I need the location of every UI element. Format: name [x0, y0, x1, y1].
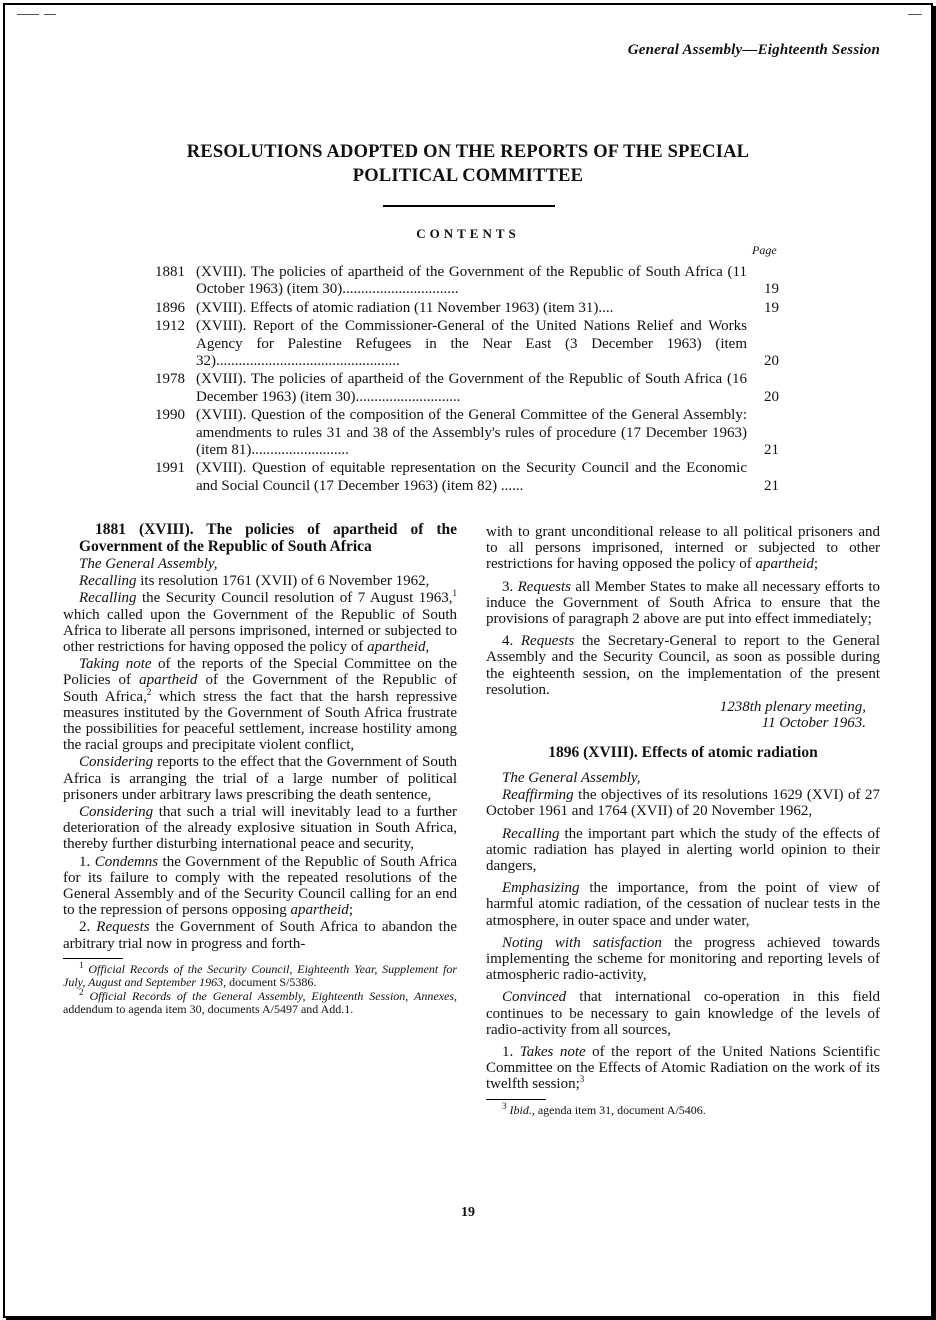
- italic-lead: Convinced: [502, 989, 567, 1006]
- italic-lead: Condemns: [94, 853, 159, 870]
- footnote-number: 1: [79, 959, 84, 970]
- toc-number: 1990: [155, 407, 185, 424]
- italic-term: apartheid: [139, 672, 198, 689]
- toc-text: (XVIII). The policies of apartheid of the Government of the Republic of South Africa (11 October 1963) (item 30)...............................: [196, 264, 747, 298]
- title-rule: [383, 205, 555, 207]
- paragraph-text: that such a trial will inevitably lead to a further deterioration of the already explosive situation in South Africa, thereby further disturbing international peace and security,: [63, 804, 457, 853]
- operative-paragraph: [486, 1044, 880, 1093]
- italic-lead: Considering: [79, 804, 154, 821]
- toc-entry: [155, 371, 783, 406]
- left-column: [63, 522, 457, 1017]
- paragraph-text: the Government of South Africa to abandon the arbitrary trial now in progress and forth-: [63, 919, 457, 952]
- general-assembly-line: The General Assembly,: [79, 556, 218, 572]
- paragraph-text: its resolution 1761 (XVII) of 6 November 1962,: [136, 573, 430, 590]
- paragraph-number: 2.: [79, 919, 97, 936]
- italic-lead: Noting with satisfaction: [502, 934, 662, 951]
- italic-lead: Reaffirming: [502, 787, 574, 804]
- operative-paragraph: [486, 579, 880, 628]
- footnote-text: addendum to agenda item 30, documents A/5497 and Add.1.: [63, 1001, 354, 1016]
- italic-lead: Requests: [96, 919, 150, 936]
- paragraph-text: which called upon the Government of the Republic of South Africa to liberate all persons imprisoned, interned or subjected to other restrictions for having opposed the policy of: [63, 606, 457, 656]
- footnote-source: Official Records of the Security Council, Eighteenth Year, Supplement for July, August and September 1963,: [63, 961, 457, 989]
- italic-lead: Taking note: [79, 656, 152, 673]
- paragraph: [486, 787, 880, 819]
- page-title: [0, 140, 936, 188]
- toc-page: 21: [764, 442, 779, 459]
- paragraph-text: of the report of the United Nations Scientific Committee on the Effects of Atomic Radiation on the work of its twelfth session;: [486, 1043, 880, 1093]
- footnote-source: Ibid.,: [509, 1102, 535, 1117]
- page-number: 19: [461, 1205, 475, 1220]
- footnote-text: agenda item 31, document A/5406.: [534, 1102, 706, 1117]
- resolution-heading: 1896 (XVIII). Effects of atomic radiation: [548, 744, 818, 762]
- paragraph: [63, 754, 457, 803]
- contents-heading: CONTENTS: [416, 226, 520, 241]
- toc-page: 20: [764, 388, 779, 405]
- title-line-1: RESOLUTIONS ADOPTED ON THE REPORTS OF THE SPECIAL: [186, 142, 750, 162]
- paragraph: [63, 573, 457, 589]
- scan-mark: [44, 14, 56, 15]
- footnote-ref: 1: [452, 588, 457, 599]
- operative-paragraph: [63, 919, 457, 951]
- toc-entry: [155, 460, 783, 495]
- paragraph-text: of the reports of the Special Committee on the Policies of: [63, 656, 457, 689]
- paragraph-text: all Member States to make all necessary efforts to induce the Government of South Africa to ensure that the provisions of paragraph 2 above are put into effect immediately;: [486, 578, 880, 628]
- meeting-line-1: 1238th plenary meeting,: [719, 699, 866, 716]
- toc-text: (XVIII). The policies of apartheid of the Government of the Republic of South Africa (16 December 1963) (item 30)............................: [196, 371, 747, 405]
- page-column-label: Page: [752, 243, 777, 257]
- italic-lead: Recalling: [79, 573, 137, 590]
- toc-page: 21: [764, 477, 779, 494]
- paragraph-text: that international co-operation in this field continues to be necessary to gain knowledge of the levels of radio-activity from all sources,: [486, 989, 880, 1038]
- running-head: General Assembly—Eighteenth Session: [627, 42, 880, 58]
- paragraph-text: of the Government of the Republic of South Africa,: [63, 672, 457, 705]
- paragraph-text: with to grant unconditional release to all political prisoners and to all persons imprisoned, interned or subjected to other restrictions for having opposed the policy of: [486, 524, 880, 573]
- toc-page: 19: [764, 299, 779, 316]
- italic-lead: Takes note: [519, 1043, 586, 1060]
- toc-page: 20: [764, 353, 779, 370]
- italic-lead: Emphasizing: [502, 880, 580, 897]
- operative-paragraph: [486, 633, 880, 698]
- toc-number: 1912: [155, 318, 185, 335]
- toc-page: 19: [764, 281, 779, 298]
- italic-term: apartheid: [290, 902, 349, 919]
- footnote-rule: [486, 1099, 546, 1100]
- toc-entry: [155, 264, 783, 299]
- paragraph-text: the objectives of its resolutions 1629 (XVI) of 27 October 1961 and 1764 (XVII) of 20 November 1962,: [486, 787, 880, 820]
- paragraph: [486, 826, 880, 875]
- paragraph: [63, 804, 457, 853]
- italic-lead: Requests: [517, 578, 571, 595]
- footnote: [486, 1100, 880, 1117]
- meeting-reference: [486, 699, 880, 731]
- scan-mark: [17, 14, 39, 15]
- paragraph-text: ;: [348, 902, 353, 919]
- toc-text: (XVIII). Question of the composition of the General Committee of the General Assembly: amendments to rules 31 and 38 of the Assembly's rules of procedure (17 December 1963) (item 81)..........................: [196, 407, 747, 459]
- italic-lead: Recalling: [502, 825, 560, 842]
- paragraph: [63, 590, 457, 655]
- footnote-source: Official Records of the General Assembly, Eighteenth Session, Annexes,: [89, 988, 458, 1003]
- italic-term: apartheid,: [367, 639, 430, 656]
- contents-list: [155, 264, 783, 496]
- toc-number: 1978: [155, 371, 185, 388]
- paragraph-text: which stress the fact that the harsh repressive measures instituted by the Government of South Africa frustrate the possibilities for peaceful settlement, increase hostility among the racial groups and precipitate violent conflict,: [63, 688, 457, 754]
- general-assembly-line: The General Assembly,: [502, 769, 641, 786]
- italic-term: apartheid: [755, 556, 814, 573]
- footnote-rule: [63, 958, 123, 959]
- paragraph-text: the progress achieved towards implementing the scheme for monitoring and reporting levels of atmospheric radio-activity,: [486, 934, 880, 984]
- italic-lead: Recalling: [79, 590, 137, 607]
- paragraph: [63, 656, 457, 753]
- paragraph-text: reports to the effect that the Government of South Africa is arranging the trial of a large number of political prisoners under arbitrary laws prescribing the death sentence,: [63, 754, 457, 803]
- toc-number: 1991: [155, 460, 185, 477]
- paragraph-text: the important part which the study of the effects of atomic radiation has played in alerting world opinion to their dangers,: [486, 825, 880, 874]
- paragraph: [486, 935, 880, 984]
- toc-text: (XVIII). Report of the Commissioner-General of the United Nations Relief and Works Agency for Palestine Refugees in the Near East (3 December 1963) (item 32).................................................: [196, 318, 747, 370]
- paragraph-text: ;: [813, 556, 819, 573]
- paragraph-number: 3.: [502, 578, 518, 595]
- paragraph-text: the Government of the Republic of South Africa for its failure to comply with the repeated resolutions of the General Assembly and of the Security Council calling for an end to the repression of persons opposing: [63, 853, 458, 919]
- toc-entry: [155, 318, 783, 370]
- paragraph-number: 1.: [79, 853, 95, 870]
- toc-number: 1881: [155, 264, 185, 280]
- paragraph-text: the importance, from the point of view of harmful atomic radiation, of the cessation of nuclear tests in the atmosphere, in outer space and under water,: [486, 880, 880, 929]
- toc-number: 1896: [155, 299, 185, 316]
- footnote: [63, 959, 457, 989]
- paragraph-number: 4.: [502, 633, 521, 650]
- footnote-number: 2: [79, 986, 84, 997]
- operative-paragraph: [63, 854, 457, 919]
- scan-mark: [908, 14, 922, 15]
- paragraph-text: the Secretary-General to report to the General Assembly and the Security Council, as soon as possible during the eighteenth session, on the implementation of the present resolution.: [486, 633, 880, 698]
- footnote-ref: 3: [579, 1074, 585, 1085]
- right-column: [486, 524, 880, 1118]
- footnote-number: 3: [502, 1100, 507, 1111]
- toc-text: (XVIII). Question of equitable representation on the Security Council and the Economic and Social Council (17 December 1963) (item 82) ......: [196, 460, 747, 494]
- resolution-heading: 1881 (XVIII). The policies of apartheid of the Government of the Republic of South Africa: [79, 521, 457, 555]
- meeting-line-2: 11 October 1963.: [761, 715, 866, 732]
- paragraph-continuation: [486, 524, 880, 573]
- paragraph: [486, 989, 880, 1038]
- footnote-ref: 2: [146, 686, 152, 697]
- footnote-text: document S/5386.: [226, 974, 317, 989]
- toc-entry: [155, 300, 783, 317]
- paragraph-text: the Security Council resolution of 7 August 1963,: [136, 590, 453, 607]
- footnote: [63, 986, 458, 1016]
- italic-lead: Considering: [79, 754, 154, 771]
- paragraph: [486, 880, 880, 929]
- italic-lead: Requests: [520, 633, 575, 650]
- title-line-2: POLITICAL COMMITTEE: [352, 166, 584, 186]
- toc-entry: [155, 407, 783, 459]
- toc-text: (XVIII). Effects of atomic radiation (11 November 1963) (item 31)....: [196, 299, 614, 316]
- paragraph-number: 1.: [502, 1043, 520, 1060]
